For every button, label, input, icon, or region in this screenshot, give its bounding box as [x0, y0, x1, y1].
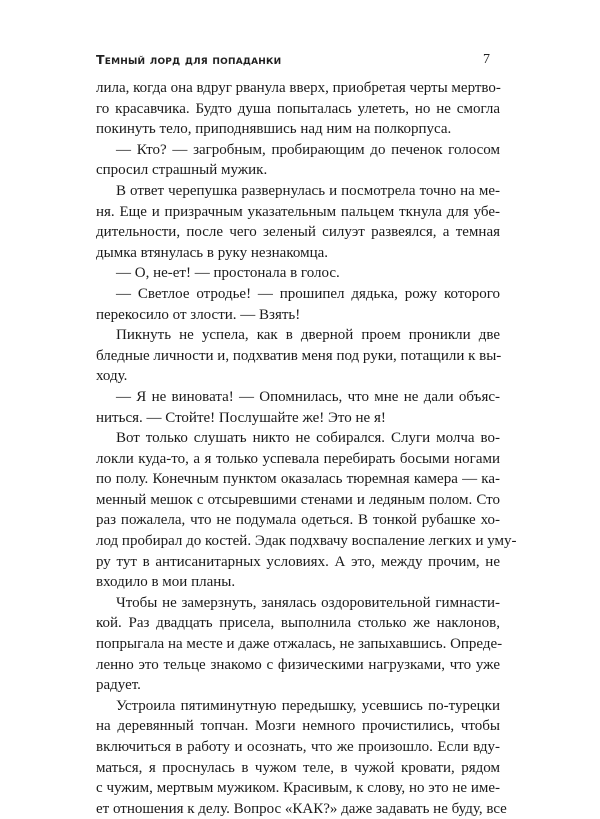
text-line: дымка втянулась в руку незнакомца. [96, 244, 329, 261]
text-line: локли куда-то, а я только успевала перебирать босыми ногами [96, 450, 500, 467]
text-line: кой. Раз двадцать присела, выполнила столько же наклонов, [96, 615, 500, 632]
text-line: лила, когда она вдруг рванула вверх, приобретая черты мертво- [96, 80, 501, 96]
text-line: с чужим, мертвым мужиком. Красивым, к слову, но это не име- [96, 780, 500, 797]
text-line: попрыгала на месте и даже отжалась, не запыхавшись. Опреде- [96, 636, 503, 653]
text-line: Вот только слушать никто не собирался. Слуги молча во- [116, 430, 500, 447]
text-line: — О, не-ет! — простонала в голос. [116, 265, 340, 282]
text-line: дительности, после чего зеленый силуэт развеялся, а темная [96, 224, 500, 241]
text-line: по полу. Конечным пунктом оказалась тюремная камера — ка- [96, 471, 500, 488]
text-line: радует. [96, 677, 141, 694]
text-line: перекосило от злости. — Взять! [96, 306, 301, 323]
body-text [96, 78, 517, 819]
text-line: входило в мои планы. [96, 574, 236, 591]
text-line: бледные личности и, подхватив меня под руки, потащили к вы- [96, 347, 502, 364]
text-line: покинуть тело, приподнявшись над ним на полкорпуса. [96, 121, 452, 138]
text-line: — Я не виновата! — Опомнилась, что мне не дали объяс- [116, 388, 500, 405]
text-line: лод пробирал до костей. Эдак подхвачу воспаление легких и уму- [96, 533, 517, 550]
text-line: Пикнуть не успела, как в дверной проем проникли две [116, 327, 500, 344]
text-line: спросил страшный мужик. [96, 162, 268, 179]
text-line: го красавчика. Будто душа попыталась улететь, но не смогла [96, 100, 500, 117]
text-line: ня. Еще и призрачным указательным пальцем ткнула для убе- [96, 203, 500, 220]
text-line: ниться. — Стойте! Послушайте же! Это не я! [96, 409, 386, 426]
text-line: ленно это тельце знакомо с физическими нагрузками, что уже [96, 656, 500, 673]
page-number: 7 [483, 52, 490, 67]
text-line: ходу. [96, 368, 128, 385]
text-line: менный мешок с отсыревшими стенами и ледяным полом. Сто [96, 491, 500, 508]
text-line: ру тут в антисанитарных условиях. А это, между прочим, не [96, 553, 500, 570]
text-line: маться, я проснулась в чужом теле, в чужой кровати, рядом [96, 759, 500, 776]
text-line: В ответ черепушка развернулась и посмотрела точно на ме- [116, 182, 500, 199]
text-line: Устроила пятиминутную передышку, усевшись по-турецки [116, 697, 500, 714]
text-line: включиться в работу и осознать, что же произошло. Если вду- [96, 739, 500, 755]
running-header [96, 52, 496, 74]
running-title: Темный лорд для попаданки [96, 52, 282, 67]
text-line: ет отношения к делу. Вопрос «КАК?» даже задавать не буду, все [96, 800, 507, 817]
text-line: раз пожалела, что не подумала одеться. В тонкой рубашке хо- [96, 512, 500, 529]
text-line: на деревянный топчан. Мозги немного прочистились, чтобы [96, 718, 500, 735]
text-line: — Светлое отродье! — прошипел дядька, рожу которого [116, 285, 500, 302]
text-line: — Кто? — загробным, пробирающим до печенок голосом [116, 141, 500, 158]
text-line: Чтобы не замерзнуть, занялась оздоровительной гимнасти- [116, 594, 500, 611]
